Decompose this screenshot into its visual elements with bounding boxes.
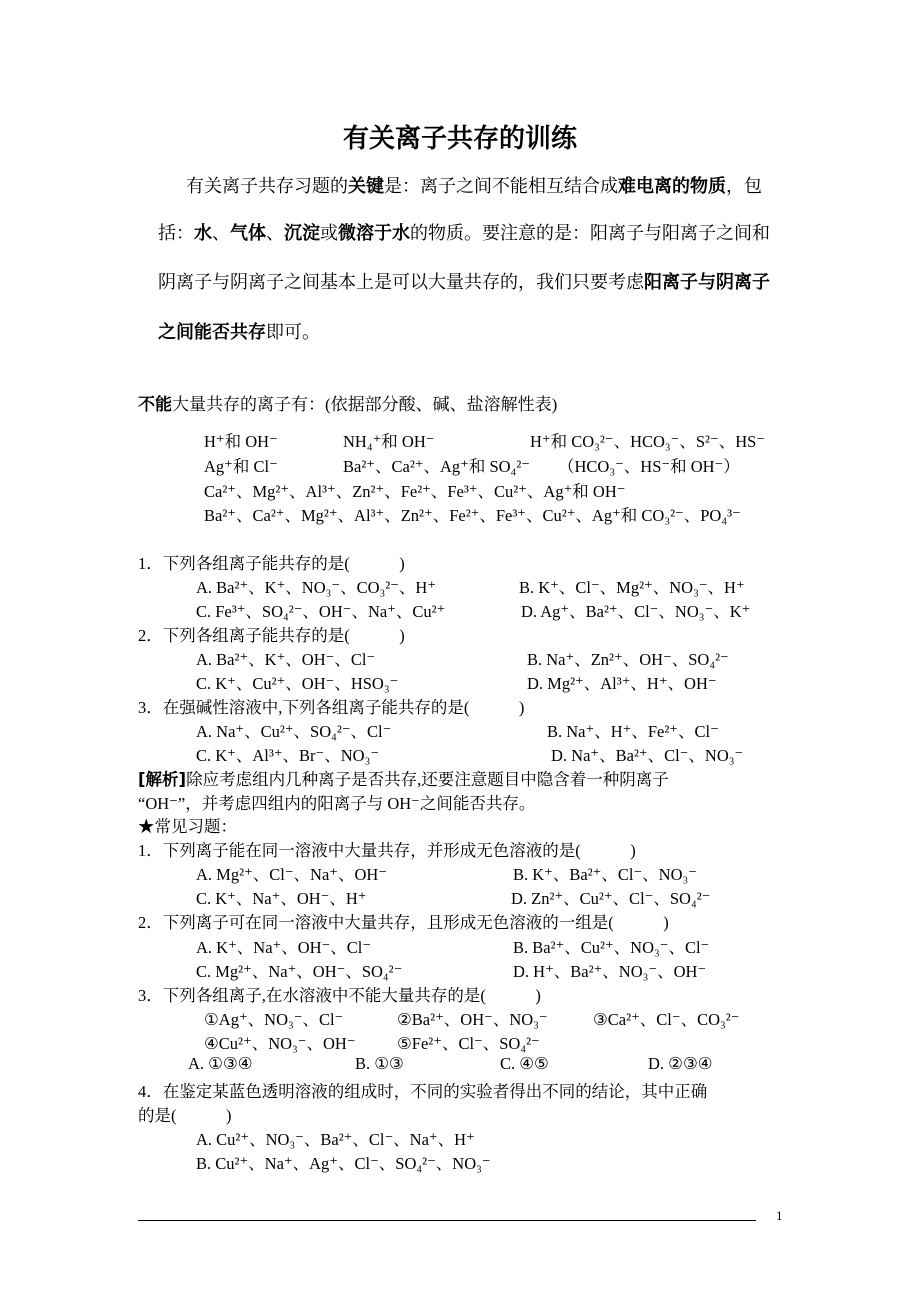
ion-pair: NH₄⁺和 OH⁻	[343, 432, 435, 451]
ion-group: ④Cu²⁺、NO₃⁻、OH⁻	[204, 1034, 356, 1053]
option-a: A. Ba²⁺、K⁺、NO₃⁻、CO₃²⁻、H⁺	[196, 578, 437, 597]
option-b: B. Na⁺、H⁺、Fe²⁺、Cl⁻	[547, 722, 719, 741]
intro-bold: 气体	[230, 223, 266, 244]
question-stem: 3．在强碱性溶液中,下列各组离子能共存的是( )	[138, 698, 525, 717]
intro-text: ，包	[726, 176, 762, 196]
intro-line-2	[158, 219, 770, 245]
option-c: C. K⁺、Cu²⁺、OH⁻、HSO₃⁻	[196, 674, 399, 693]
page-number: 1	[776, 1208, 783, 1223]
option-c: C. K⁺、Na⁺、OH⁻、H⁺	[196, 889, 367, 908]
ion-group: ②Ba²⁺、OH⁻、NO₃⁻	[397, 1010, 548, 1029]
ion-pair: Ba²⁺、Ca²⁺、Ag⁺和 SO₄²⁻	[343, 457, 530, 476]
ion-pair: Ba²⁺、Ca²⁺、Mg²⁺、Al³⁺、Zn²⁺、Fe²⁺、Fe³⁺、Cu²⁺、Ag⁺和 CO₃²⁻、PO₄³⁻	[204, 506, 741, 525]
option-b: B. Cu²⁺、Na⁺、Ag⁺、Cl⁻、SO₄²⁻、NO₃⁻	[196, 1154, 491, 1173]
intro-text: 的物质。要注意的是：阳离子与阳离子之间和	[410, 223, 770, 243]
intro-text: 阴离子与阴离子之间基本上是可以大量共存的，我们只要考虑	[158, 272, 644, 292]
option-a: A. Ba²⁺、K⁺、OH⁻、Cl⁻	[196, 650, 376, 669]
heading-text: 大量共存的离子有：(依据部分酸、碱、盐溶解性表)	[172, 395, 558, 414]
option-d: D. Mg²⁺、Al³⁺、H⁺、OH⁻	[527, 674, 717, 693]
option-b: B. Na⁺、Zn²⁺、OH⁻、SO₄²⁻	[527, 650, 729, 669]
ion-pair: （HCO₃⁻、HS⁻和 OH⁻）	[558, 457, 740, 476]
intro-line-1	[186, 172, 762, 198]
ion-group: ③Ca²⁺、Cl⁻、CO₃²⁻	[593, 1010, 740, 1029]
question-stem-cont: 的是( )	[138, 1106, 232, 1125]
intro-text: 或	[320, 223, 338, 243]
option-a: A. Mg²⁺、Cl⁻、Na⁺、OH⁻	[196, 865, 388, 884]
option-d: D. H⁺、Ba²⁺、NO₃⁻、OH⁻	[513, 962, 707, 981]
intro-text: 、	[212, 223, 230, 243]
page-title: 有关离子共存的训练	[342, 124, 577, 154]
ion-group: ⑤Fe²⁺、Cl⁻、SO₄²⁻	[397, 1034, 540, 1053]
intro-bold: 微溶于水	[338, 223, 410, 244]
ion-table-heading	[138, 390, 557, 415]
option-d: D. Na⁺、Ba²⁺、Cl⁻、NO₃⁻	[551, 746, 744, 765]
question-stem: 1．下列离子能在同一溶液中大量共存，并形成无色溶液的是( )	[138, 841, 636, 860]
intro-line-3	[158, 268, 770, 294]
intro-line-4	[158, 318, 320, 344]
option-a: A. K⁺、Na⁺、OH⁻、Cl⁻	[196, 938, 372, 957]
analysis-line-1	[138, 766, 669, 790]
analysis-label: [解析]	[138, 770, 187, 789]
intro-text: 、	[266, 223, 284, 243]
footer-rule	[138, 1220, 756, 1221]
ion-pair: Ca²⁺、Mg²⁺、Al³⁺、Zn²⁺、Fe²⁺、Fe³⁺、Cu²⁺、Ag⁺和 OH⁻	[204, 482, 626, 501]
option-b: B. Ba²⁺、Cu²⁺、NO₃⁻、Cl⁻	[513, 938, 710, 957]
option-d: D. ②③④	[648, 1054, 713, 1073]
intro-text: 是：离子之间不能相互结合成	[384, 176, 618, 196]
option-a: A. ①③④	[188, 1054, 253, 1073]
question-stem: 1．下列各组离子能共存的是( )	[138, 554, 405, 573]
option-c: C. Mg²⁺、Na⁺、OH⁻、SO₄²⁻	[196, 962, 403, 981]
intro-bold: 阳离子与阴离子	[644, 272, 770, 293]
ion-pair: Ag⁺和 Cl⁻	[204, 457, 278, 476]
ion-group: ①Ag⁺、NO₃⁻、Cl⁻	[204, 1010, 344, 1029]
option-b: B. ①③	[355, 1054, 404, 1073]
analysis-line-2: “OH⁻”，并考虑四组内的阳离子与 OH⁻之间能否共存。	[138, 794, 536, 813]
ion-pair: H⁺和 OH⁻	[204, 432, 278, 451]
option-b: B. K⁺、Ba²⁺、Cl⁻、NO₃⁻	[513, 865, 697, 884]
option-d: D. Zn²⁺、Cu²⁺、Cl⁻、SO₄²⁻	[511, 889, 711, 908]
intro-bold: 水	[194, 223, 212, 244]
intro-bold: 之间能否共存	[158, 322, 266, 343]
option-b: B. K⁺、Cl⁻、Mg²⁺、NO₃⁻、H⁺	[519, 578, 745, 597]
intro-bold: 难电离的物质	[618, 176, 726, 197]
option-a: A. Na⁺、Cu²⁺、SO₄²⁻、Cl⁻	[196, 722, 392, 741]
option-c: C. K⁺、Al³⁺、Br⁻、NO₃⁻	[196, 746, 380, 765]
common-exercises-heading: ★常见习题：	[138, 817, 237, 836]
ion-pair: H⁺和 CO₃²⁻、HCO₃⁻、S²⁻、HS⁻	[530, 432, 766, 451]
intro-bold: 沉淀	[284, 223, 320, 244]
intro-bold: 关键	[348, 176, 384, 197]
intro-text: 有关离子共存习题的	[186, 176, 348, 196]
question-stem: 2．下列各组离子能共存的是( )	[138, 626, 405, 645]
question-stem: 3．下列各组离子,在水溶液中不能大量共存的是( )	[138, 986, 541, 1005]
option-a: A. Cu²⁺、NO₃⁻、Ba²⁺、Cl⁻、Na⁺、H⁺	[196, 1130, 475, 1149]
question-stem: 2．下列离子可在同一溶液中大量共存，且形成无色溶液的一组是( )	[138, 913, 669, 932]
intro-text: 即可。	[266, 322, 320, 342]
question-stem: 4．在鉴定某蓝色透明溶液的组成时，不同的实验者得出不同的结论，其中正确	[138, 1082, 708, 1101]
intro-text: 括：	[158, 223, 194, 243]
option-c: C. Fe³⁺、SO₄²⁻、OH⁻、Na⁺、Cu²⁺	[196, 602, 446, 621]
analysis-text: 除应考虑组内几种离子是否共存,还要注意题目中隐含着一种阴离子	[186, 770, 669, 789]
heading-bold: 不能	[138, 395, 172, 415]
option-d: D. Ag⁺、Ba²⁺、Cl⁻、NO₃⁻、K⁺	[521, 602, 751, 621]
option-c: C. ④⑤	[500, 1054, 549, 1073]
